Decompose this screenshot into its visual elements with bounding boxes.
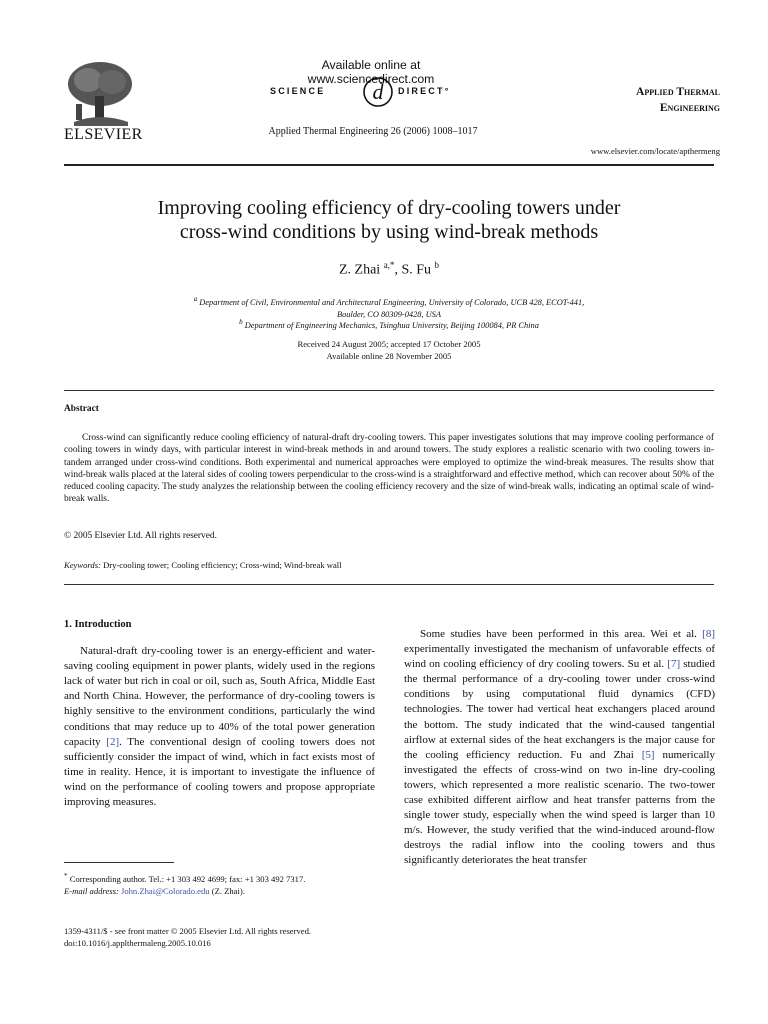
publisher-name: ELSEVIER <box>64 126 143 143</box>
keywords <box>64 560 342 570</box>
intro-paragraph-1 <box>64 644 375 810</box>
email-link[interactable]: John.Zhai@Colorado.edu <box>120 885 210 896</box>
reference-link-7[interactable]: [7] <box>667 658 681 671</box>
author-2-affiliation-marker: b <box>434 260 440 270</box>
available-online-text: Available online at www.sciencedirect.com <box>307 58 435 86</box>
body-column-right <box>404 627 715 869</box>
intro-p2-text-d: numerically investigated the effects of cross-wind on two in-line dry-cooling towers, which represented a more realistic scenario. The two-tower case exhibited different airflow and heat transfer patterns from the single tower study, especially when the wind speed is larger than 10 m/s. However, the study verified that the wind-induced around-flow destroys the radial inflow into the cooling towers and thus significantly deteriorates the heat transfer <box>404 748 715 867</box>
journal-name <box>560 84 720 116</box>
issn-doi <box>64 925 394 949</box>
body-column-left <box>64 617 375 810</box>
reference-link-8[interactable]: [8] <box>702 628 715 640</box>
sciencedirect-logo <box>270 76 482 110</box>
doi-line: doi:10.1016/j.applthermaleng.2005.10.016 <box>64 938 211 948</box>
keywords-label: Keywords: <box>64 560 101 570</box>
corresponding-author-note <box>64 870 376 885</box>
received-date: Received 24 August 2005; accepted 17 October 2005 <box>297 339 481 349</box>
author-list <box>64 260 714 279</box>
affiliation-a-line1: Department of Civil, Environmental and Architectural Engineering, University of Colorado, UCB 428, ECOT-441, <box>199 297 585 307</box>
affiliation-b <box>90 318 688 330</box>
sciencedirect-word-right: DIRECT° <box>398 86 451 96</box>
intro-p2-text-b: experimentally investigated the mechanism of unfavorable effects of wind on cooling efficiency of dry cooling towers. Su et al. <box>404 643 715 671</box>
title-line2: cross-wind conditions by using wind-break methods <box>179 221 599 243</box>
footnote-divider <box>64 862 174 863</box>
intro-p2-text-c: studied the thermal performance of a dry-cooling tower under cross-wind conditions by using computational fluid dynamics (CFD) technologies. The tower had vertical heat exchangers placed around the bottom. The study indicated that the wind-caused tangential airflow at external sides of the heat exchangers is the major cause for the cooling efficiency reduction. Fu and Zhai <box>404 658 716 761</box>
issn-line: 1359-4311/$ - see front matter © 2005 Elsevier Ltd. All rights reserved. <box>64 926 312 936</box>
intro-paragraph-2 <box>404 627 715 869</box>
elsevier-tree-logo <box>64 60 136 132</box>
affiliation-b-text: Department of Engineering Mechanics, Tsinghua University, Beijing 100084, PR China <box>244 320 539 330</box>
journal-name-line2: Engineering <box>659 102 720 114</box>
author-1-affiliation-marker: a,* <box>383 260 395 270</box>
abstract-divider-bottom <box>64 584 714 585</box>
journal-url-link[interactable]: www.elsevier.com/locate/apthermeng <box>590 146 720 156</box>
email-suffix: (Z. Zhai). <box>209 885 245 896</box>
author-1: Z. Zhai <box>338 262 381 278</box>
reference-link-2[interactable]: [2] <box>106 735 120 748</box>
corresponding-text: Corresponding author. Tel.: +1 303 492 4699; fax: +1 303 492 7317. <box>69 873 306 884</box>
affiliation-a-line2: Boulder, CO 80309-0428, USA <box>337 309 441 319</box>
intro-p1-text-a: Natural-draft dry-cooling tower is an energy-efficient and water-saving cooling equipment in power plants, widely used in the regions lack of water but rich in coal or oil, such as, South Africa, Middle East and North China. However, the performance of dry-cooling towers is highly sensitive to the environment conditions, particularly the wind conditions that may reduce up to 40% of the total power generation capacity <box>64 645 375 748</box>
intro-p1-text-b: . The conventional design of cooling towers does not sufficiently consider the impact of wind, which in fact exists most of time in reality. Hence, it is important to investigate the influence of wind on the performance of cooling towers and propose appropriate improving measures. <box>64 735 375 809</box>
author-2: S. Fu <box>401 262 432 278</box>
journal-citation: Applied Thermal Engineering 26 (2006) 1008–1017 <box>268 126 478 137</box>
header-divider <box>64 164 714 166</box>
affiliation-b-marker: b <box>239 318 243 326</box>
affiliation-a-marker: a <box>193 295 198 303</box>
abstract-copyright: © 2005 Elsevier Ltd. All rights reserved. <box>64 531 217 541</box>
available-date: Available online 28 November 2005 <box>326 351 452 361</box>
footnote-star: * <box>64 872 68 880</box>
sciencedirect-word-left: SCIENCE <box>270 86 326 96</box>
abstract-divider-top <box>64 390 714 391</box>
author-separator: , <box>394 262 402 278</box>
footnotes <box>64 870 376 897</box>
email-label: E-mail address: <box>64 885 119 896</box>
article-title <box>64 196 714 244</box>
intro-p2-text-a: Some studies have been performed in this area. Wei et al. <box>420 628 703 640</box>
article-dates <box>64 338 714 362</box>
keywords-list: Dry-cooling tower; Cooling efficiency; Cross-wind; Wind-break wall <box>103 560 342 570</box>
section-heading-introduction: 1. Introduction <box>64 619 132 630</box>
journal-name-line1: Applied Thermal <box>636 86 720 98</box>
title-line1: Improving cooling efficiency of dry-cooling towers under <box>157 197 621 219</box>
abstract-text: Cross-wind can significantly reduce cooling efficiency of natural-draft dry-cooling towers. This paper investigates solutions that may improve cooling performance of cooling towers in windy days, with particular interest in wind-break methods in and around towers. The study explores a realistic scenario with two cooling towers in-tandem arranged under cross-wind conditions. Both experimental and numerical approaches were employed to optimize the wind-break measures. The results show that wind-break walls placed at the lateral sides of cooling towers perpendicular to the cross-wind is a straightforward and effective method, which can recover about 50% of the reduced cooling capacity. The study analyzes the relationship between the cooling efficiency recovery and the size of wind-break walls, indicating an optimal scale of wind-break walls. <box>64 433 714 505</box>
reference-link-5[interactable]: [5] <box>641 748 655 761</box>
affiliation-a <box>90 293 688 321</box>
svg-text:d: d <box>372 79 384 104</box>
sciencedirect-d-icon <box>362 76 394 108</box>
abstract-heading: Abstract <box>64 404 99 414</box>
email-note <box>64 885 376 897</box>
